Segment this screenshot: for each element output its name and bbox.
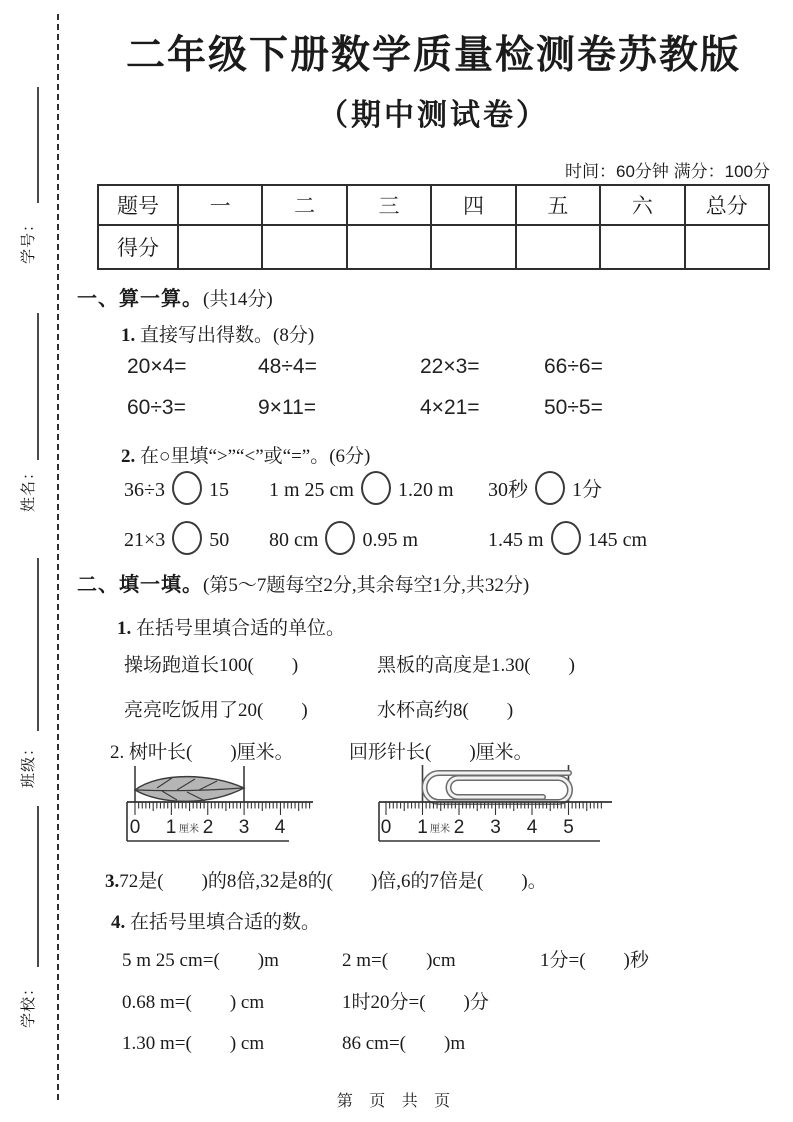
number-fill-row <box>97 945 770 972</box>
section1-heading-note: (共14分) <box>203 289 273 310</box>
ruler-number: 0 <box>129 817 141 838</box>
leaf-ruler-figure <box>117 760 319 853</box>
compare-circle <box>535 471 565 505</box>
name-writing-line <box>37 313 39 460</box>
ruler <box>379 802 612 841</box>
score-header-cell: 总分 <box>685 185 769 225</box>
score-cell <box>431 225 515 269</box>
paper-content <box>77 0 770 1122</box>
number-fill-item: 1时20分=( )分 <box>342 992 489 1013</box>
compare-circle <box>172 521 202 555</box>
question-text: 在括号里填合适的数。 <box>130 912 321 933</box>
compare-right: 15 <box>208 479 229 501</box>
ruler-number: 3 <box>238 817 250 838</box>
question-number: 2. <box>110 742 125 763</box>
number-fill-item: 0.68 m=( ) cm <box>122 992 265 1013</box>
s2-q1-heading <box>117 613 345 640</box>
score-cell <box>685 225 769 269</box>
ruler-number: 1 <box>417 817 428 838</box>
school-writing-line <box>37 806 39 967</box>
paperclip-ruler-svg <box>378 760 618 848</box>
ruler-number: 0 <box>380 817 392 838</box>
school-label: 学校： <box>21 980 37 1029</box>
score-header-cell: 五 <box>516 185 600 225</box>
compare-right: 145 cm <box>587 529 647 551</box>
number-fill-item: 2 m=( )cm <box>342 950 456 971</box>
ruler-number: 4 <box>274 817 286 838</box>
compare-left: 1 m 25 cm <box>269 479 354 501</box>
ruler <box>127 802 313 841</box>
paperclip-caption: 回形针长( )厘米。 <box>349 742 533 763</box>
ruler-number: 2 <box>453 817 465 838</box>
ruler-number: 3 <box>490 817 501 838</box>
compare-left: 21×3 <box>124 529 166 551</box>
compare-left: 1.45 m <box>488 529 544 551</box>
arithmetic-problem: 60÷3= <box>127 396 186 419</box>
s2-q4-heading <box>111 907 320 934</box>
score-cell <box>178 225 262 269</box>
compare-circle <box>361 471 391 505</box>
question-note: (8分) <box>273 325 315 346</box>
student-id-writing-line <box>37 87 39 203</box>
unit-fill-item: 亮亮吃饭用了20( ) <box>124 700 308 721</box>
arithmetic-problem: 48÷4= <box>258 355 317 378</box>
number-fill-item: 86 cm=( )m <box>342 1033 466 1054</box>
number-fill-row <box>97 987 770 1014</box>
compare-item <box>269 470 488 510</box>
compare-left: 30秒 <box>488 479 528 501</box>
compare-right: 50 <box>209 529 230 551</box>
question-note: (6分) <box>329 446 371 467</box>
score-header-cell: 二 <box>262 185 346 225</box>
arithmetic-row <box>97 355 770 379</box>
arithmetic-problem: 20×4= <box>127 355 187 378</box>
page-subtitle: （期中测试卷） <box>318 99 549 132</box>
s1-q2-heading <box>121 441 370 468</box>
score-table <box>97 184 770 270</box>
caption-text: 树叶长( )厘米。 <box>129 742 294 763</box>
time-score-meta: 时间：60分钟 满分：100分 <box>565 162 770 181</box>
compare-item <box>488 520 770 560</box>
question-number: 4. <box>111 912 126 933</box>
score-header-cell: 一 <box>178 185 262 225</box>
score-row-label: 得分 <box>98 225 178 269</box>
class-writing-line <box>37 558 39 731</box>
paperclip-illustration <box>425 773 570 802</box>
question-text: 直接写出得数。 <box>140 325 274 346</box>
section2-heading <box>77 568 529 597</box>
compare-left: 80 cm <box>269 529 319 551</box>
ruler-number: 1 <box>165 817 177 838</box>
section1-heading <box>77 282 273 311</box>
ruler-number: 4 <box>526 817 538 838</box>
page-footer: 第 页 共 页 <box>336 1093 457 1110</box>
question-number: 2. <box>121 446 136 467</box>
name-label: 姓名： <box>21 464 37 513</box>
compare-circle <box>551 521 581 555</box>
compare-row <box>97 470 770 510</box>
score-cell <box>347 225 431 269</box>
arithmetic-problem: 9×11= <box>258 396 317 419</box>
arithmetic-problem: 22×3= <box>420 355 480 378</box>
compare-right: 1.20 m <box>398 479 454 501</box>
compare-right: 1分 <box>572 479 602 501</box>
s1-q1-heading <box>121 320 314 347</box>
arithmetic-problem: 66÷6= <box>544 355 603 378</box>
paperclip-ruler-figure <box>378 760 618 853</box>
compare-left: 36÷3 <box>124 479 165 501</box>
number-fill-row <box>97 1028 770 1055</box>
ruler-number: 5 <box>563 817 574 838</box>
score-cell <box>262 225 346 269</box>
page-title: 二年级下册数学质量检测卷苏教版 <box>125 34 741 77</box>
score-header-cell: 四 <box>431 185 515 225</box>
unit-fill-row <box>97 695 770 722</box>
leaf-ruler-svg <box>117 760 319 848</box>
arithmetic-problem: 4×21= <box>420 396 480 419</box>
number-fill-item: 5 m 25 cm=( )m <box>122 950 279 971</box>
compare-item <box>124 470 269 510</box>
ruler-number: 2 <box>202 817 214 838</box>
dashed-cut-line <box>57 14 59 1100</box>
compare-circle <box>172 471 202 505</box>
question-text: 在○里填“>”“<”或“=”。 <box>140 446 330 467</box>
compare-circle <box>325 521 355 555</box>
section2-heading-text: 二、填一填。 <box>77 574 203 596</box>
score-header-cell: 六 <box>600 185 684 225</box>
leaf-illustration <box>135 777 244 802</box>
unit-fill-item: 操场跑道长100( ) <box>124 655 299 676</box>
question-text: 在括号里填合适的单位。 <box>136 618 346 639</box>
compare-right: 0.95 m <box>362 529 418 551</box>
score-cell <box>516 225 600 269</box>
unit-fill-item: 水杯高约8( ) <box>377 700 514 721</box>
compare-item <box>269 520 488 560</box>
arithmetic-row <box>97 396 770 420</box>
student-id-label: 学号： <box>21 216 37 265</box>
question-number: 1. <box>117 618 132 639</box>
s2-q3-line <box>105 866 547 893</box>
unit-fill-item: 黑板的高度是1.30( ) <box>377 655 575 676</box>
score-cell <box>600 225 684 269</box>
ruler-unit-label: 厘米 <box>179 824 199 835</box>
arithmetic-problem: 50÷5= <box>544 396 603 419</box>
score-table-score-row <box>98 225 769 269</box>
compare-item <box>124 520 269 560</box>
question-text: 72是( )的8倍,32是8的( )倍,6的7倍是( )。 <box>119 871 547 892</box>
number-fill-item: 1分=( )秒 <box>540 950 649 971</box>
number-fill-item: 1.30 m=( ) cm <box>122 1033 265 1054</box>
score-header-cell: 三 <box>347 185 431 225</box>
question-number: 1. <box>121 325 136 346</box>
section1-heading-text: 一、算一算。 <box>77 288 203 310</box>
ruler-ticks <box>135 802 310 815</box>
section2-heading-note: (第5～7题每空2分,其余每空1分,共32分) <box>203 575 530 596</box>
compare-item <box>488 470 770 510</box>
unit-fill-row <box>97 650 770 677</box>
class-label: 班级： <box>21 740 37 789</box>
compare-row <box>97 520 770 560</box>
score-header-cell: 题号 <box>98 185 178 225</box>
ruler-unit-label: 厘米 <box>430 824 450 835</box>
score-table-header-row <box>98 185 769 225</box>
question-number: 3. <box>105 871 120 892</box>
